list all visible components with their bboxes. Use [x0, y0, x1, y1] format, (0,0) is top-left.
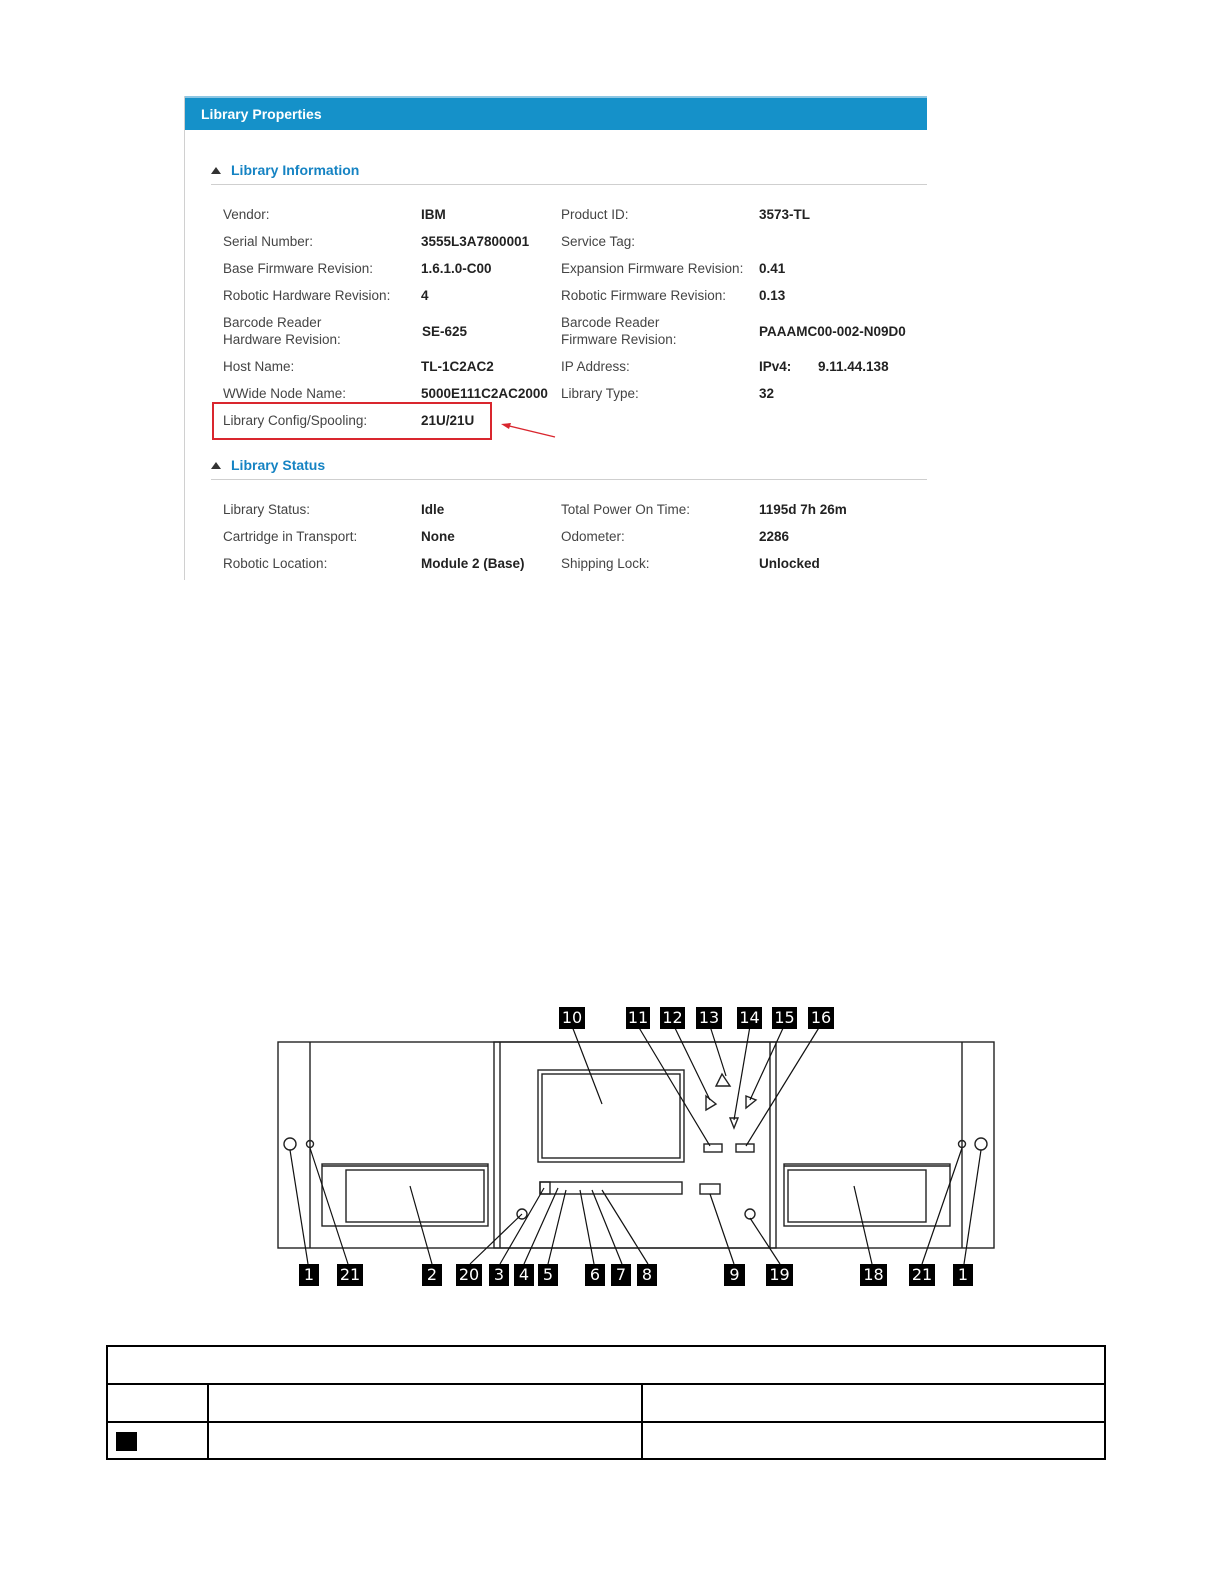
section-divider [211, 479, 927, 480]
table-column-rule [207, 1383, 209, 1458]
red-arrow-icon [495, 415, 565, 445]
library-type-label: Library Type: [561, 386, 639, 401]
panel-header [185, 96, 927, 130]
expansion-firmware-value: 0.41 [759, 261, 786, 276]
robotic-hardware-value: 4 [421, 288, 429, 303]
table-rule [108, 1421, 1104, 1423]
power-on-time-label: Total Power On Time: [561, 502, 691, 517]
power-on-time-value: 1195d 7h 26m [759, 502, 847, 517]
callout-4: 4 [514, 1264, 534, 1286]
callout-19: 19 [766, 1264, 793, 1286]
library-information-toggle[interactable] [211, 162, 359, 178]
robotic-firmware-label: Robotic Firmware Revision: [561, 288, 727, 303]
product-id-value: 3573-TL [759, 207, 811, 222]
callout-13: 13 [696, 1007, 722, 1029]
base-firmware-value: 1.6.1.0-C00 [421, 261, 492, 276]
table-rule [108, 1383, 1104, 1385]
barcode-fw-label-line2: Firmware Revision: [561, 332, 677, 347]
shipping-lock-label: Shipping Lock: [561, 556, 650, 571]
cartridge-transport-value: None [421, 529, 455, 544]
vendor-label: Vendor: [223, 207, 270, 222]
vendor-value: IBM [421, 207, 446, 222]
barcode-hw-label-line2: Hardware Revision: [223, 332, 341, 347]
callout-20: 20 [456, 1264, 482, 1286]
library-config-label: Library Config/Spooling: [223, 413, 368, 428]
callout-16: 16 [808, 1007, 834, 1029]
library-status-label: Library Status: [223, 502, 311, 517]
callout-15: 15 [772, 1007, 797, 1029]
highlight-box [212, 402, 492, 440]
table-column-rule [641, 1383, 643, 1458]
serial-number-label: Serial Number: [223, 234, 314, 249]
callout-5: 5 [538, 1264, 558, 1286]
callout-8: 8 [637, 1264, 657, 1286]
callout-1-left: 1 [299, 1264, 319, 1286]
panel-title: Library Properties [201, 106, 322, 122]
library-properties-panel [184, 96, 927, 580]
library-config-value: 21U/21U [421, 413, 475, 428]
legend-marker-icon [116, 1432, 137, 1451]
legend-table [106, 1345, 1106, 1460]
front-panel-diagram [260, 1000, 1000, 1290]
collapse-triangle-icon [211, 167, 221, 174]
robotic-hardware-label: Robotic Hardware Revision: [223, 288, 391, 303]
callout-14: 14 [737, 1007, 762, 1029]
library-status-heading: Library Status [231, 457, 326, 473]
host-name-label: Host Name: [223, 359, 295, 374]
service-tag-label: Service Tag: [561, 234, 636, 249]
barcode-hw-value: SE-625 [422, 324, 468, 339]
robotic-location-label: Robotic Location: [223, 556, 328, 571]
callout-2: 2 [422, 1264, 442, 1286]
expansion-firmware-label: Expansion Firmware Revision: [561, 261, 744, 276]
callout-3: 3 [489, 1264, 509, 1286]
robotic-firmware-value: 0.13 [759, 288, 786, 303]
library-status-toggle[interactable] [211, 457, 325, 473]
odometer-value: 2286 [759, 529, 790, 544]
ip-address-value: 9.11.44.138 [818, 359, 889, 374]
collapse-triangle-icon [211, 462, 221, 469]
wwide-node-name-value: 5000E111C2AC2000 [421, 386, 548, 401]
callout-7: 7 [611, 1264, 631, 1286]
robotic-location-value: Module 2 (Base) [421, 556, 525, 571]
callout-21-right: 21 [909, 1264, 935, 1286]
ip-address-label: IP Address: [561, 359, 630, 374]
library-information-heading: Library Information [231, 162, 360, 178]
callout-10: 10 [559, 1007, 585, 1029]
odometer-label: Odometer: [561, 529, 625, 544]
callout-18: 18 [860, 1264, 887, 1286]
callout-12: 12 [660, 1007, 685, 1029]
host-name-value: TL-1C2AC2 [421, 359, 494, 374]
product-id-label: Product ID: [561, 207, 629, 222]
callout-6: 6 [585, 1264, 605, 1286]
barcode-fw-label-line1: Barcode Reader [561, 315, 660, 330]
barcode-fw-value: PAAAMC00-002-N09D0 [759, 324, 906, 339]
ip-version-value: IPv4: [759, 359, 792, 374]
wwide-node-name-label: WWide Node Name: [223, 386, 347, 401]
library-status-value: Idle [421, 502, 445, 517]
barcode-hw-label-line1: Barcode Reader [223, 315, 322, 330]
callout-1-right: 1 [953, 1264, 973, 1286]
serial-number-value: 3555L3A7800001 [421, 234, 530, 249]
section-divider [211, 184, 927, 185]
cartridge-transport-label: Cartridge in Transport: [223, 529, 358, 544]
callout-9: 9 [724, 1264, 745, 1286]
library-type-value: 32 [759, 386, 775, 401]
shipping-lock-value: Unlocked [759, 556, 820, 571]
callout-11: 11 [627, 1008, 649, 1027]
callout-21-left: 21 [337, 1264, 363, 1286]
base-firmware-label: Base Firmware Revision: [223, 261, 374, 276]
